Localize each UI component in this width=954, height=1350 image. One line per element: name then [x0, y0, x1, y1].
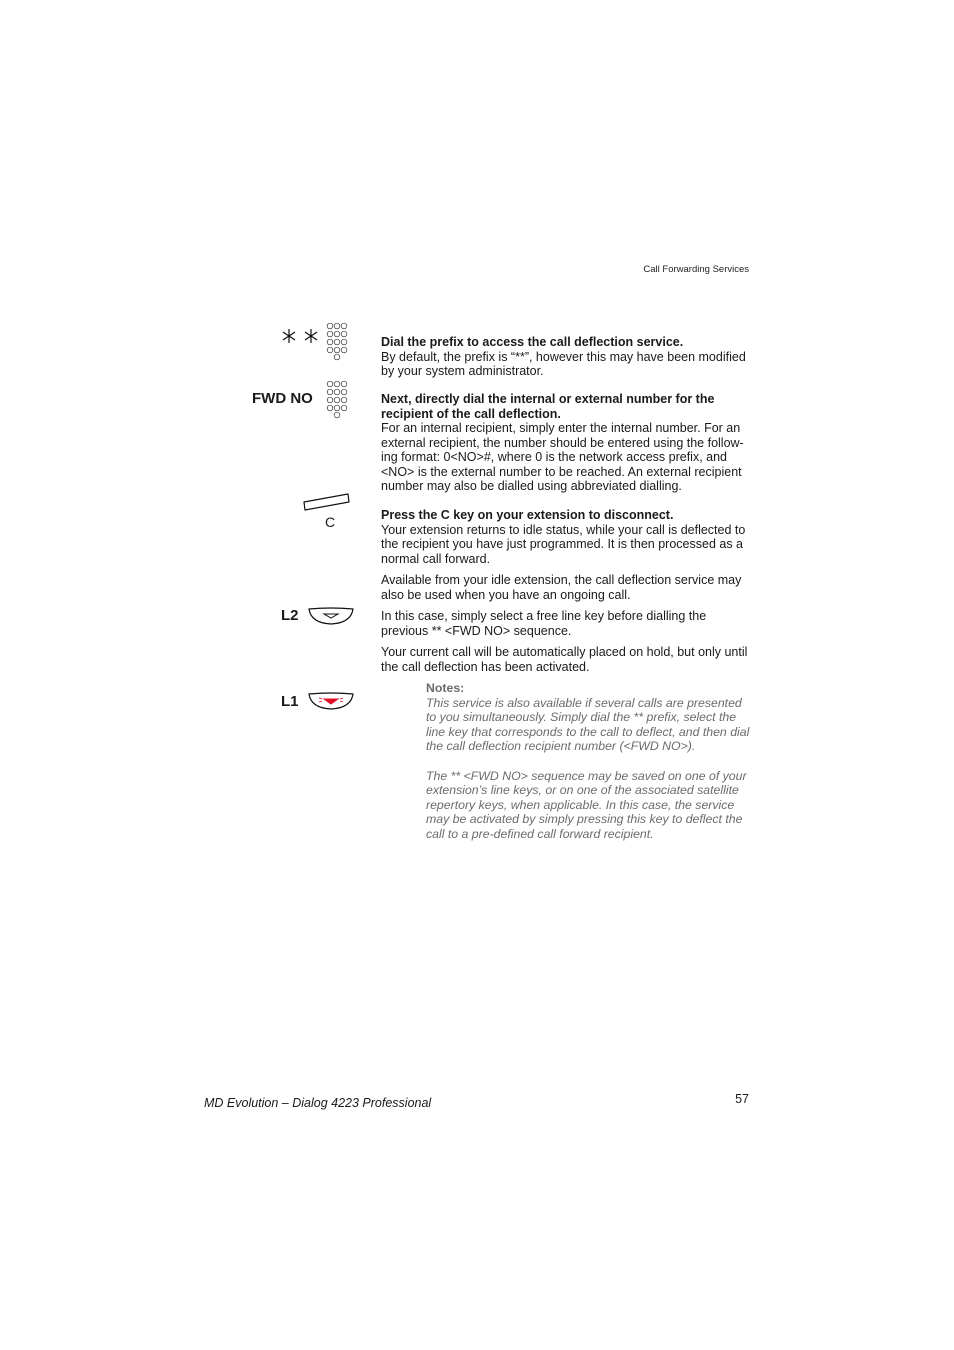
idle-paragraph: [381, 573, 749, 602]
note-1: This service is also available if several calls are presented to you simultaneously. Simply dial the ** prefix, select the line key that corresponds to the call to deflect, and then dial the call deflection recipient number (<FWD NO>).: [426, 695, 750, 754]
notes-block: [426, 681, 750, 842]
hold-paragraph: [381, 645, 749, 674]
note-2: The ** <FWD NO> sequence may be saved on one of your extension’s line keys, or on one of the associated satellite repertory keys, when applicable. In this case, the service may be activated by simply pressing this key to deflect the call to a pre-defined call forward recipient.: [426, 768, 747, 841]
step-3-title: Press the C key on your extension to disconnect.: [381, 508, 674, 522]
fwd-no-label: FWD NO: [252, 390, 313, 407]
l1-label: L1: [281, 693, 299, 710]
c-key-label: C: [325, 514, 336, 530]
running-header: Call Forwarding Services: [643, 264, 749, 275]
notes-title: Notes:: [426, 681, 465, 695]
step-2-title: Next, directly dial the internal or external number for the recipient of the call deflection.: [381, 392, 715, 421]
free-line-text: In this case, simply select a free line key before dialling the previous ** <FWD NO> sequence.: [381, 609, 707, 638]
step-3: [381, 508, 749, 566]
line-key-l2-icon: [307, 606, 355, 631]
l2-label: L2: [281, 607, 299, 624]
step-2-body: For an internal recipient, simply enter the internal number. For an external recipient, the number should be entered using the follow-ing format: 0<NO>#, where 0 is the network access prefix, and <NO> is the external number to be reached. An external recipient number may also be dialled using abbreviated dialling.: [381, 421, 744, 493]
step-1-title: Dial the prefix to access the call deflection service.: [381, 335, 684, 349]
page-number: 57: [735, 1092, 749, 1106]
footer-title: MD Evolution – Dialog 4223 Professional: [204, 1096, 432, 1110]
line-key-l1-icon: [307, 691, 355, 716]
idle-text: Available from your idle extension, the call deflection service may also be used when you have an ongoing call.: [381, 573, 742, 602]
hold-text: Your current call will be automatically placed on hold, but only until the call deflection has been activated.: [381, 645, 748, 674]
free-line-paragraph: [381, 609, 749, 638]
step-1-body: By default, the prefix is “**”, however this may have been modified by your system administrator.: [381, 349, 746, 378]
step-3-body: Your extension returns to idle status, while your call is deflected to the recipient you have just programmed. It is then processed as a normal call forward.: [381, 522, 746, 566]
keypad-icon: [326, 380, 350, 423]
star-key-icon: [281, 327, 323, 350]
keypad-icon: [326, 322, 350, 365]
step-2: [381, 392, 749, 494]
step-1: [381, 335, 749, 379]
